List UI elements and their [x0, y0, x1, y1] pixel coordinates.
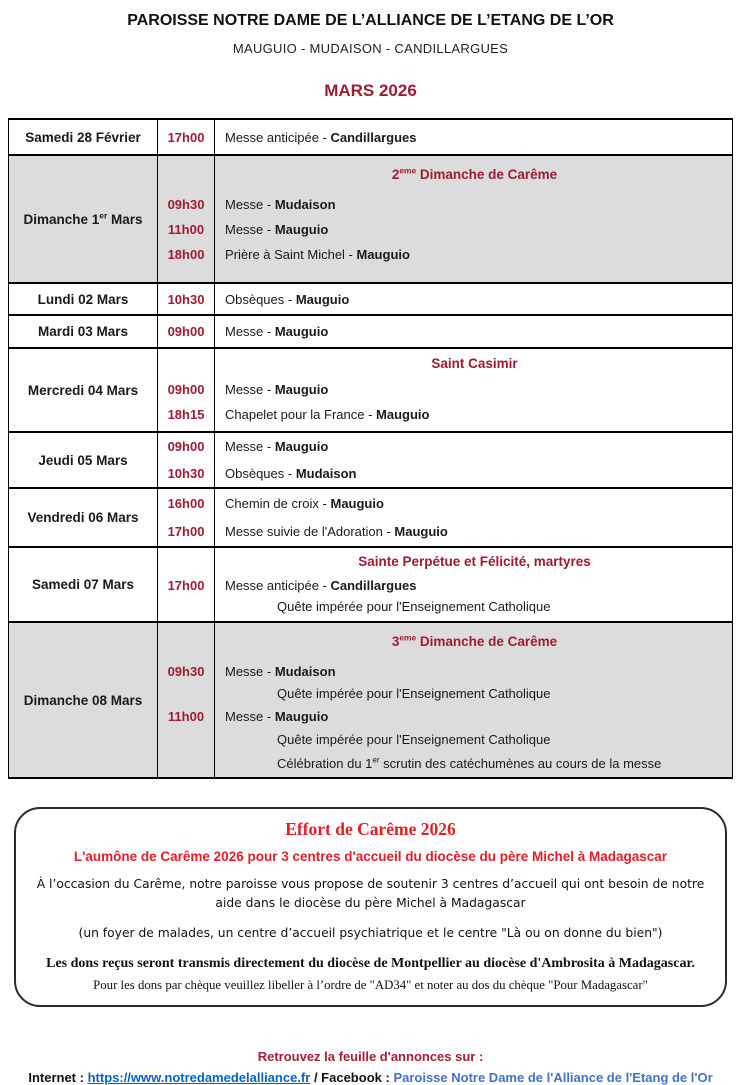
event-cell: Messe - Mauguio	[214, 433, 732, 460]
table-row	[9, 316, 732, 349]
parish-towns: MAUGUIO - MUDAISON - CANDILLARGUES	[232, 41, 509, 56]
facebook-label: / Facebook :	[313, 1070, 390, 1085]
effort-box-title: Effort de Carême 2026	[285, 819, 456, 839]
footer	[0, 1049, 741, 1085]
effort-box-subtitle: L'aumône de Carême 2026 pour 3 centres d'accueil du diocèse du père Michel à Madagascar	[73, 849, 668, 864]
time-cell: 11h00	[167, 222, 205, 237]
time-cell: 17h00	[167, 129, 205, 145]
time-cell	[158, 597, 214, 616]
table-row	[9, 156, 732, 284]
time-cell	[158, 683, 214, 704]
time-cell	[158, 623, 214, 659]
event-cell: Messe - Mauguio	[214, 377, 732, 402]
time-cell: 09h30	[167, 663, 205, 679]
event-cell: Chemin de croix - Mauguio	[214, 489, 732, 518]
time-cell: 16h00	[167, 495, 205, 511]
document-header	[0, 0, 741, 101]
day-cell: Samedi 07 Mars	[9, 548, 158, 621]
event-cell: Messe anticipée - Candillargues	[214, 120, 732, 154]
time-cell: 10h30	[167, 291, 205, 307]
effort-box-paragraph-1: À l’occasion du Carême, notre paroisse vous propose de soutenir 3 centres d’accueil qui ont besoin de notre aide dans le diocèse du père Michel à Madagascar	[36, 877, 705, 911]
time-cell: 09h00	[167, 439, 205, 454]
time-cell: 17h00	[167, 578, 205, 593]
time-cell: 11h00	[167, 709, 205, 724]
time-cell: 18h00	[167, 247, 205, 262]
time-cell: 09h00	[167, 382, 205, 397]
table-row	[9, 349, 732, 433]
effort-careme-box	[14, 807, 727, 1007]
time-cell: 10h30	[167, 466, 205, 481]
day-cell: Mercredi 04 Mars	[9, 349, 158, 431]
footer-announcements-label: Retrouvez la feuille d'annonces sur :	[257, 1049, 484, 1065]
website-link[interactable]: https://www.notredamedelalliance.fr	[87, 1070, 311, 1085]
event-subnote: Quête impérée pour l'Enseignement Catholique	[214, 597, 732, 616]
day-cell: Dimanche 08 Mars	[9, 623, 158, 777]
schedule-table	[8, 118, 733, 779]
parish-title: PAROISSE NOTRE DAME DE L’ALLIANCE DE L’ETANG DE L’OR	[127, 12, 614, 29]
event-cell: Obsèques - Mauguio	[214, 284, 732, 314]
table-row	[9, 548, 732, 623]
internet-label: Internet :	[28, 1070, 84, 1085]
day-cell: Lundi 02 Mars	[9, 284, 158, 314]
effort-box-paragraph-4: Pour les dons par chèque veuillez libeller à l’ordre de "AD34" et noter au dos du chèque "Pour Madagascar"	[93, 978, 648, 993]
event-cell: Messe suivie de l'Adoration - Mauguio	[214, 518, 732, 547]
day-cell: Dimanche 1er Mars	[9, 156, 158, 282]
day-cell: Mardi 03 Mars	[9, 316, 158, 347]
time-cell: 09h00	[167, 324, 205, 339]
event-cell: Messe - Mauguio	[214, 217, 732, 242]
day-cell: Samedi 28 Février	[9, 120, 158, 154]
time-cell	[158, 349, 214, 377]
time-cell	[158, 156, 214, 192]
table-row	[9, 623, 732, 779]
event-cell: Prière à Saint Michel - Mauguio	[214, 242, 732, 267]
feast-title: Sainte Perpétue et Félicité, martyres	[214, 548, 732, 574]
event-cell: Messe - Mudaison	[214, 192, 732, 217]
month-title: MARS 2026	[324, 81, 417, 100]
event-subnote: Quête impérée pour l'Enseignement Catholique	[214, 683, 732, 704]
celebration-note: Célébration du 1er scrutin des catéchumènes au cours de la messe	[214, 750, 732, 777]
effort-box-paragraph-2: (un foyer de malades, un centre d’accueil psychiatrique et le centre "Là ou on donne du bien")	[78, 926, 663, 941]
time-cell	[158, 729, 214, 750]
event-cell: Messe anticipée - Candillargues	[214, 574, 732, 597]
time-cell: 18h15	[167, 407, 205, 422]
event-cell: Obsèques - Mudaison	[214, 460, 732, 487]
time-cell: 09h30	[167, 197, 205, 212]
time-cell	[158, 548, 214, 574]
event-cell: Chapelet pour la France - Mauguio	[214, 402, 732, 427]
footer-links-line	[0, 1070, 741, 1085]
time-cell	[158, 750, 214, 777]
table-row	[9, 433, 732, 489]
day-cell: Jeudi 05 Mars	[9, 433, 158, 487]
effort-box-paragraph-3: Les dons reçus seront transmis directement du diocèse de Montpellier au diocèse d'Ambrosita à Madagascar.	[46, 956, 695, 972]
event-subnote: Quête impérée pour l'Enseignement Catholique	[214, 729, 732, 750]
table-row	[9, 120, 732, 156]
event-cell: Messe - Mauguio	[214, 704, 732, 729]
facebook-page-name: Paroisse Notre Dame de l'Alliance de l'Etang de l'Or	[393, 1070, 713, 1085]
event-cell: Messe - Mudaison	[214, 659, 732, 683]
table-row	[9, 489, 732, 548]
feast-title: Saint Casimir	[214, 349, 732, 377]
feast-title: 2eme Dimanche de Carême	[214, 156, 732, 192]
event-cell: Messe - Mauguio	[214, 316, 732, 347]
table-row	[9, 284, 732, 316]
time-cell: 17h00	[167, 524, 205, 540]
feast-title: 3eme Dimanche de Carême	[214, 623, 732, 659]
day-cell: Vendredi 06 Mars	[9, 489, 158, 546]
